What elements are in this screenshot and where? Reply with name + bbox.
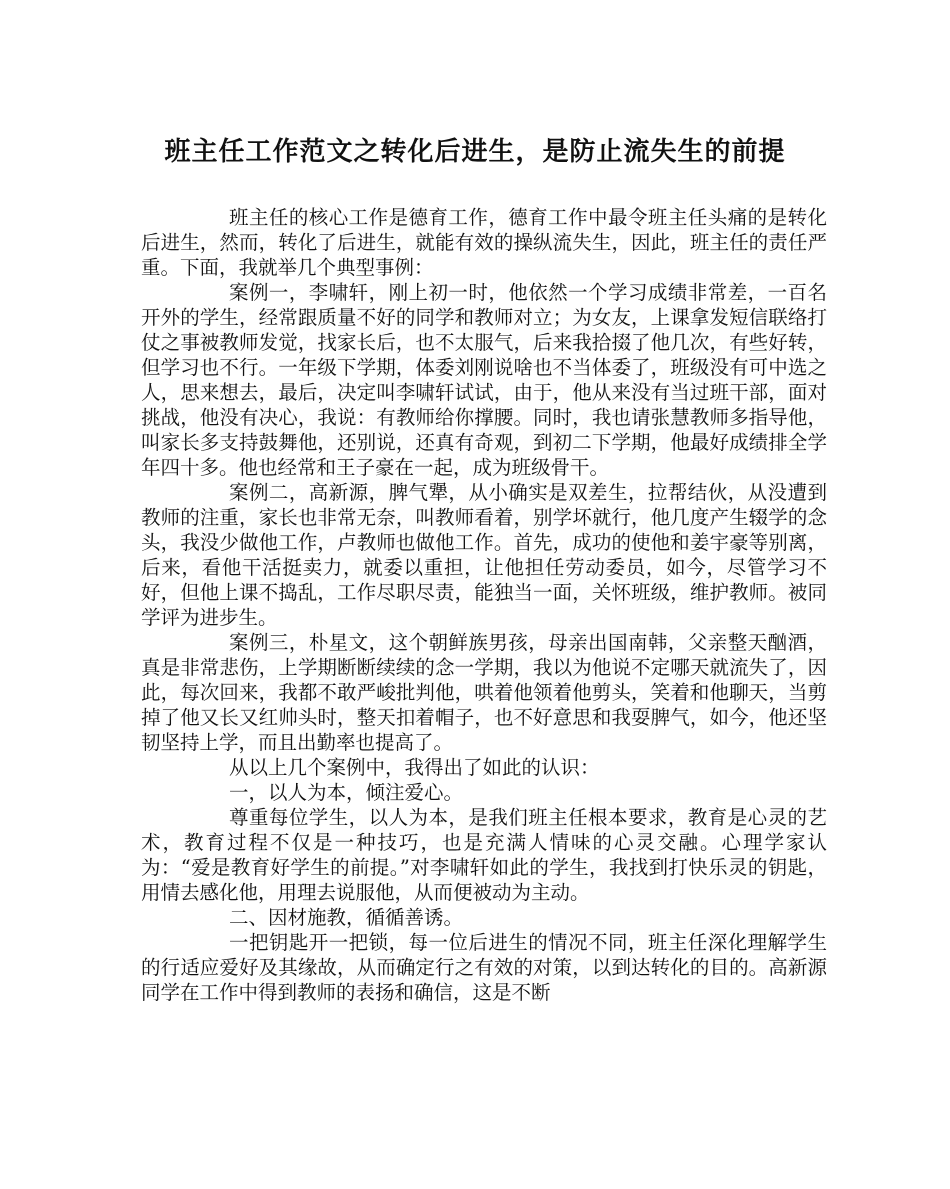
document-body bbox=[141, 205, 827, 1005]
paragraph-intro: 班主任的核心工作是德育工作，德育工作中最令班主任头痛的是转化后进生，然而，转化了后进生，就能有效的操纵流失生，因此，班主任的责任严重。下面，我就举几个典型事例： bbox=[141, 206, 827, 279]
paragraph-case-three: 案例三，朴星文，这个朝鲜族男孩，母亲出国南韩，父亲整天酗酒，真是非常悲伤，上学期断断续续的念一学期，我以为他说不定哪天就流失了，因此，每次回来，我都不敢严峻批判他，哄着他领着他剪头，笑着和他聊天，当剪掉了他又长又红帅头时，整天扣着帽子，也不好意思和我耍脾气，如今，他还坚韧坚持上学，而且出勤率也提高了。 bbox=[141, 631, 827, 754]
heading-point-two: 二、因材施教，循循善诱。 bbox=[229, 906, 464, 929]
paragraph-case-two: 案例二，高新源，脾气犟，从小确实是双差生，拉帮结伙，从没遭到教师的注重，家长也非常无奈，叫教师看着，别学坏就行，他几度产生辍学的念头，我没少做他工作，卢教师也做他工作。首先，成功的使他和姜宇豪等别离，后来，看他干活挺卖力，就委以重担，让他担任劳动委员，如今，尽管学习不好，但他上课不捣乱，工作尽职尽责，能独当一面，关怀班级，维护教师。被同学评为进步生。 bbox=[141, 481, 827, 629]
paragraph-conclusion-intro: 从以上几个案例中，我得出了如此的认识： bbox=[229, 756, 600, 779]
document-title: 班主任工作范文之转化后进生，是防止流失生的前提 bbox=[164, 137, 786, 167]
paragraph-point-two: 一把钥匙开一把锁，每一位后进生的情况不同，班主任深化理解学生的行适应爱好及其缘故，从而确定行之有效的对策，以到达转化的目的。高新源同学在工作中得到教师的表扬和确信，这是不断 bbox=[141, 931, 827, 1004]
paragraph-point-one: 尊重每位学生，以人为本，是我们班主任根本要求，教育是心灵的艺术，教育过程不仅是一种技巧，也是充满人情味的心灵交融。心理学家认为：“爱是教育好学生的前提。”对李啸轩如此的学生，我找到打快乐灵的钥匙，用情去感化他，用理去说服他，从而便被动为主动。 bbox=[141, 806, 827, 904]
heading-point-one: 一，以人为本，倾注爱心。 bbox=[229, 781, 464, 804]
paragraph-case-one: 案例一，李啸轩，刚上初一时，他依然一个学习成绩非常差，一百名开外的学生，经常跟质量不好的同学和教师对立；为女友，上课拿发短信联络打仗之事被教师发觉，找家长后，也不太服气，后来我拾掇了他几次，有些好转，但学习也不行。一年级下学期，体委刘刚说啥也不当体委了，班级没有可中选之人，思来想去，最后，决定叫李啸轩试试，由于，他从来没有当过班干部，面对挑战，他没有决心，我说：有教师给你撑腰。同时，我也请张慧教师多指导他，叫家长多支持鼓舞他，还别说，还真有奇观，到初二下学期，他最好成绩排全学年四十多。他也经常和王子豪在一起，成为班级骨干。 bbox=[141, 281, 827, 479]
